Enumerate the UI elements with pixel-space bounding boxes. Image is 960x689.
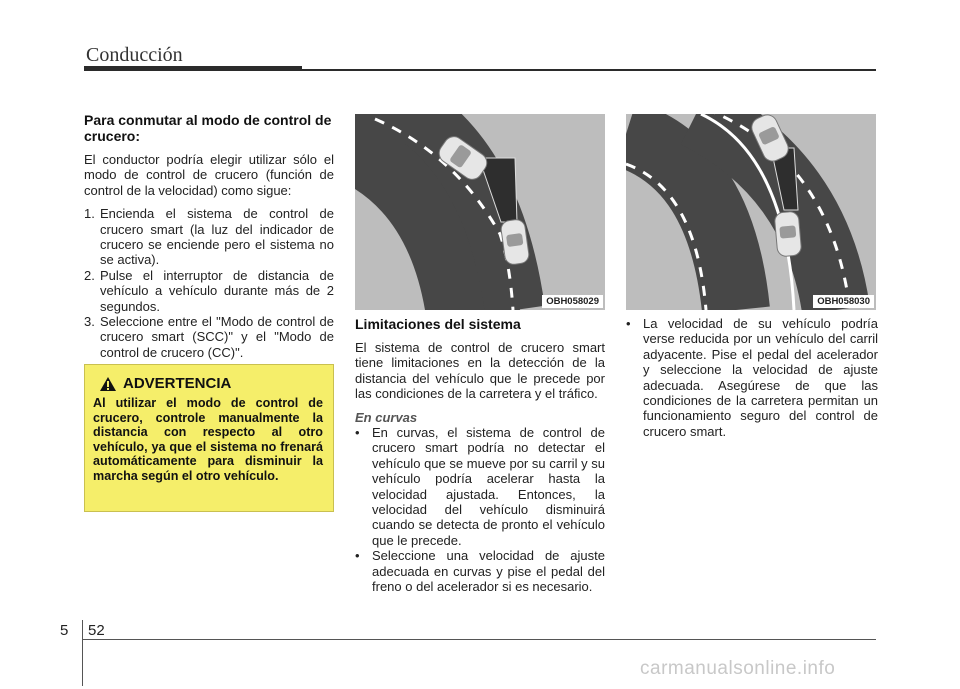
bullet-list: [355, 425, 605, 594]
list-item: • La velocidad de su vehículo podría verse reducida por un vehículo del carril adyacente. Pise el pedal del acelerador y seleccione la velocidad de ajuste adecuada. Asegúrese de que las condiciones de la carretera permitan un funcionamiento seguro del control de crucero smart.: [626, 316, 878, 439]
page-header-title: Conducción: [86, 44, 183, 66]
section-heading-limitations: Limitaciones del sistema: [355, 316, 521, 332]
figure-adjacent-lane: [626, 114, 876, 310]
watermark: carmanualsonline.info: [640, 658, 836, 679]
list-item: 3. Seleccione entre el "Modo de control de crucero smart (SCC)" y el "Modo de control de crucero (CC)".: [84, 314, 334, 360]
limitations-paragraph: El sistema de control de crucero smart tiene limitaciones en la detección de la distancia del vehículo que le precede por las condiciones de la carretera y el tráfico.: [355, 340, 605, 402]
list-item: • En curvas, el sistema de control de crucero smart podría no detectar el vehículo que se mueve por su carril y su vehículo podría acelerar hasta la velocidad ajustada. Entonces, la velocidad del vehículo disminuirá cuando se detecta de pronto el vehículo que le precede.: [355, 425, 605, 548]
chapter-number: 5: [60, 622, 69, 639]
header-rule-thick: [84, 66, 302, 71]
warning-title: ADVERTENCIA: [123, 375, 232, 392]
warning-box: [84, 364, 334, 512]
figure-code: OBH058029: [542, 295, 603, 308]
warning-text: Al utilizar el modo de control de crucero, controle manualmente la distancia con respecto al otro vehículo, ya que el sistema no frenará automáticamente para disminuir la marcha según el otro vehículo.: [93, 396, 323, 483]
warning-triangle-icon: [99, 376, 117, 392]
section-heading-switch-mode: Para conmutar al modo de control de crucero:: [84, 112, 332, 144]
page-number: 52: [88, 622, 105, 639]
figure-curve-detection: [355, 114, 605, 310]
intro-paragraph: El conductor podría elegir utilizar sólo el modo de control de crucero (función de control de la velocidad) como sigue:: [84, 152, 334, 198]
list-item: 1. Encienda el sistema de control de crucero smart (la luz del indicador de crucero se enciende pero el sistema no se activa).: [84, 206, 334, 268]
header-rule-thin: [302, 69, 876, 71]
steps-list: [84, 206, 334, 360]
column-left: [84, 112, 334, 360]
list-item: 2. Pulse el interruptor de distancia de vehículo a vehículo durante más de 2 segundos.: [84, 267, 334, 314]
subheading-curves: En curvas: [355, 409, 418, 425]
list-item: • Seleccione una velocidad de ajuste adecuada en curvas y pise el pedal del freno o del acelerador si es necesario.: [355, 548, 605, 595]
column-right: [626, 316, 878, 439]
column-middle: [355, 316, 605, 595]
bullet-list: [626, 316, 878, 439]
footer-divider: [82, 620, 83, 686]
footer-rule: [82, 639, 876, 640]
figure-code: OBH058030: [813, 295, 874, 308]
